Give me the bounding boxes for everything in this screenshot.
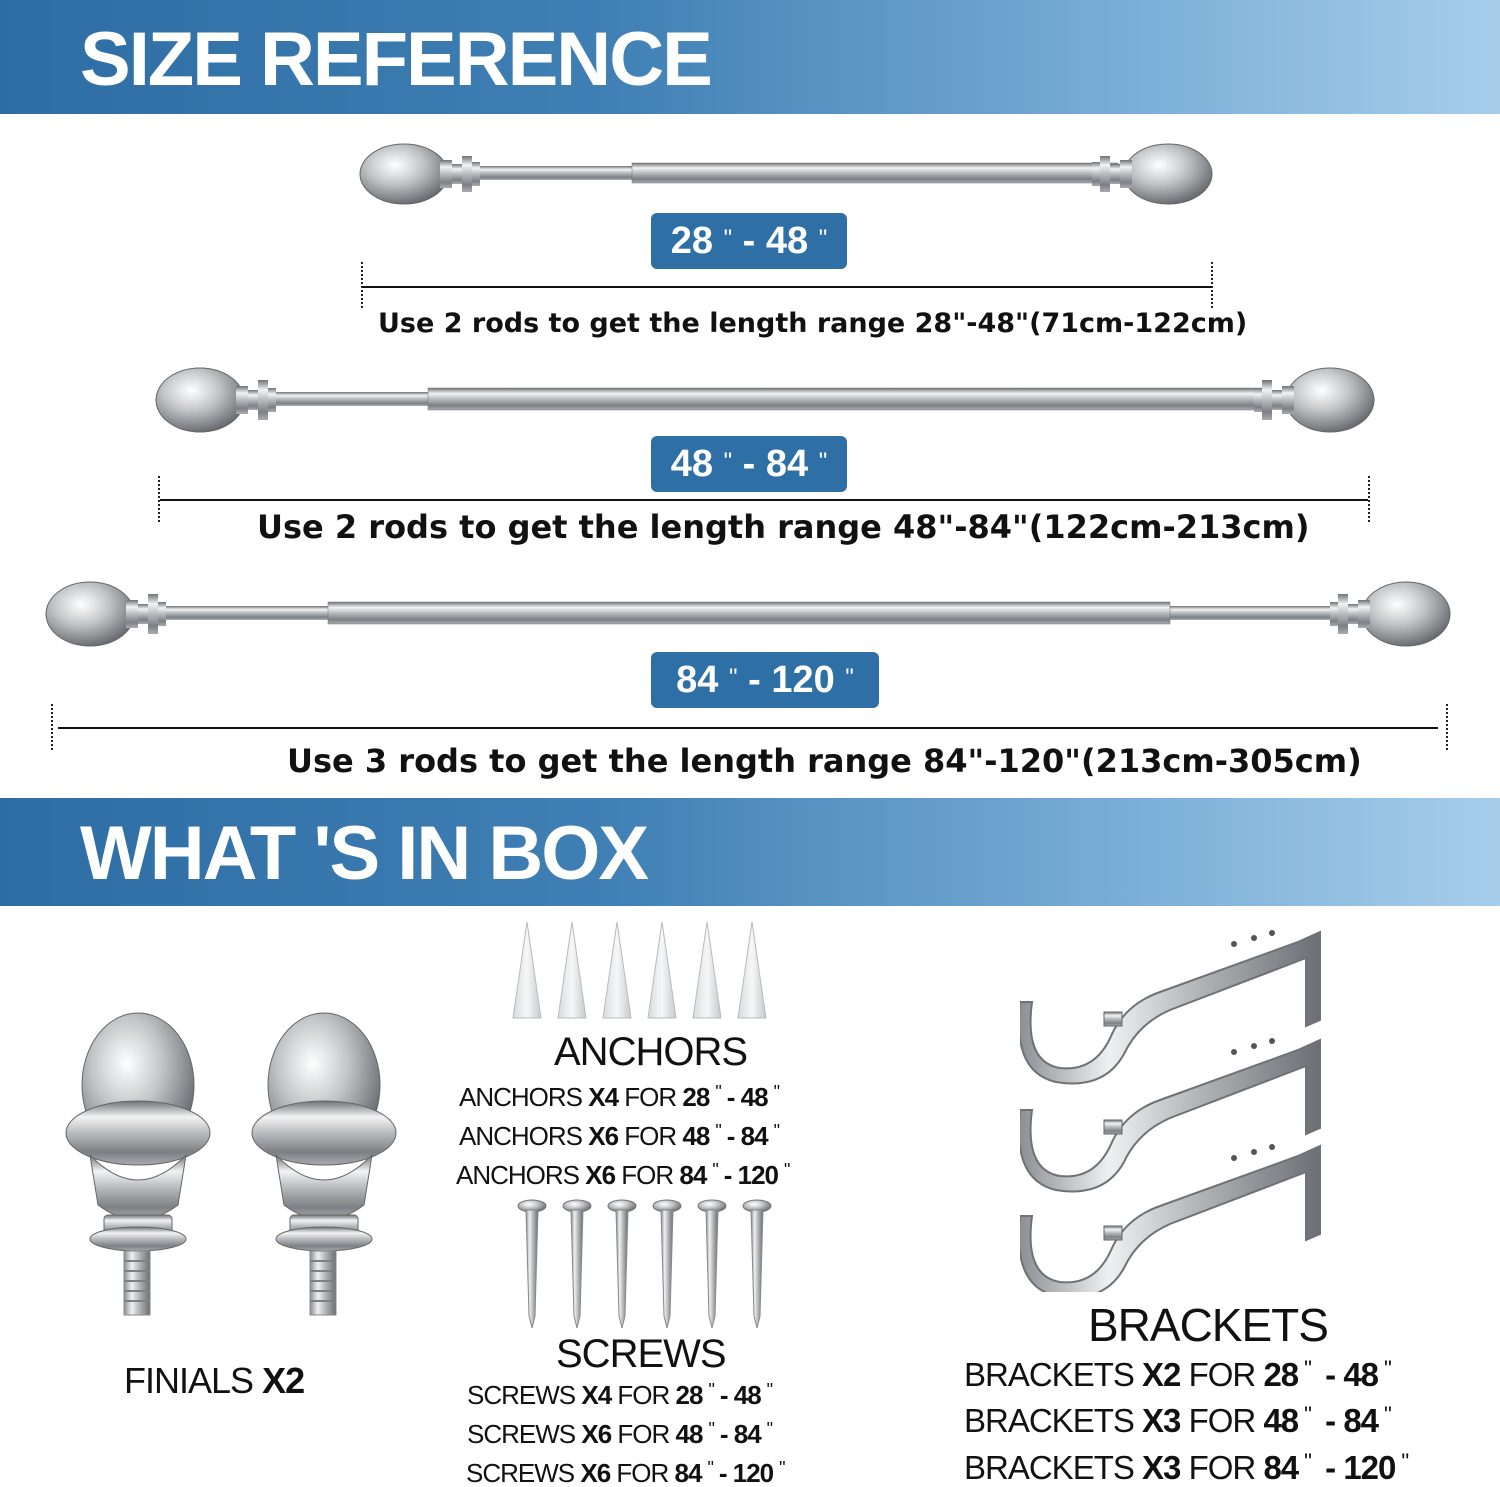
- rod-usage-note-3: Use 3 rods to get the length range 84"-120"(213cm-305cm): [287, 742, 1362, 780]
- finial-right: [252, 1013, 396, 1315]
- size-reference-title: SIZE REFERENCE: [80, 17, 711, 102]
- bracket: [1020, 1144, 1320, 1292]
- screws-line-2: SCREWS X6 FOR 48 " - 84 ": [467, 1419, 773, 1449]
- anchors-line-2: ANCHORS X6 FOR 48 " - 84 ": [459, 1121, 779, 1151]
- measure-tick-right-3: [1446, 704, 1448, 750]
- rod-finial-right: [1092, 144, 1212, 204]
- brackets-heading: BRACKETS: [1088, 1299, 1328, 1351]
- brackets-line-3: BRACKETS X3 FOR 84 " - 120 ": [964, 1449, 1409, 1486]
- screws-image: [505, 1198, 775, 1330]
- screws-line-1: SCREWS X4 FOR 28 " - 48 ": [467, 1380, 773, 1410]
- anchors-heading: ANCHORS: [554, 1030, 748, 1074]
- anchors-line-1: ANCHORS X4 FOR 28 " - 48 ": [459, 1082, 779, 1112]
- rod-finial-left: [46, 582, 166, 646]
- finial-left: [66, 1013, 210, 1315]
- screw: [518, 1200, 546, 1328]
- rod-range-badge-2: 48 " - 84 ": [651, 436, 847, 492]
- screw: [653, 1200, 681, 1328]
- anchors-image: [505, 918, 775, 1024]
- screw: [563, 1200, 591, 1328]
- measure-line-2: [160, 499, 1368, 501]
- measure-tick-left-3: [51, 704, 53, 750]
- measure-line-1: [362, 286, 1212, 288]
- screw: [743, 1200, 771, 1328]
- rod-finial-right: [1330, 582, 1450, 646]
- curtain-rod-3: [0, 578, 1500, 650]
- curtain-rod-1: [0, 140, 1500, 210]
- rod-finial-right: [1254, 368, 1374, 432]
- brackets-line-2: BRACKETS X3 FOR 48 " - 84 ": [964, 1402, 1391, 1439]
- brackets-image: [1020, 922, 1330, 1292]
- rod-range-badge-1: 28 " - 48 ": [651, 213, 847, 269]
- finials-image: [60, 1005, 410, 1325]
- measure-tick-right-1: [1211, 262, 1213, 308]
- rod-range-badge-3: 84 " - 120 ": [651, 652, 879, 708]
- curtain-rod-2: [0, 364, 1500, 436]
- screws-heading: SCREWS: [556, 1332, 726, 1376]
- measure-line-3: [58, 727, 1438, 729]
- screws-line-3: SCREWS X6 FOR 84 " - 120 ": [466, 1458, 785, 1487]
- rod-usage-note-1: Use 2 rods to get the length range 28"-48"(71cm-122cm): [378, 308, 1248, 339]
- size-reference-banner: [0, 0, 1500, 114]
- screw: [698, 1200, 726, 1328]
- screw: [608, 1200, 636, 1328]
- rod-usage-note-2: Use 2 rods to get the length range 48"-84"(122cm-213cm): [257, 508, 1310, 546]
- measure-tick-left-1: [361, 262, 363, 308]
- rod-finial-left: [360, 144, 480, 204]
- whats-in-box-banner: [0, 798, 1500, 906]
- whats-in-box-title: WHAT 'S IN BOX: [80, 811, 648, 896]
- measure-tick-right-2: [1368, 476, 1370, 522]
- rod-finial-left: [156, 368, 276, 432]
- anchors-line-3: ANCHORS X6 FOR 84 " - 120 ": [456, 1160, 790, 1190]
- finials-label: FINIALS X2: [124, 1360, 305, 1401]
- brackets-line-1: BRACKETS X2 FOR 28 " - 48 ": [964, 1356, 1391, 1393]
